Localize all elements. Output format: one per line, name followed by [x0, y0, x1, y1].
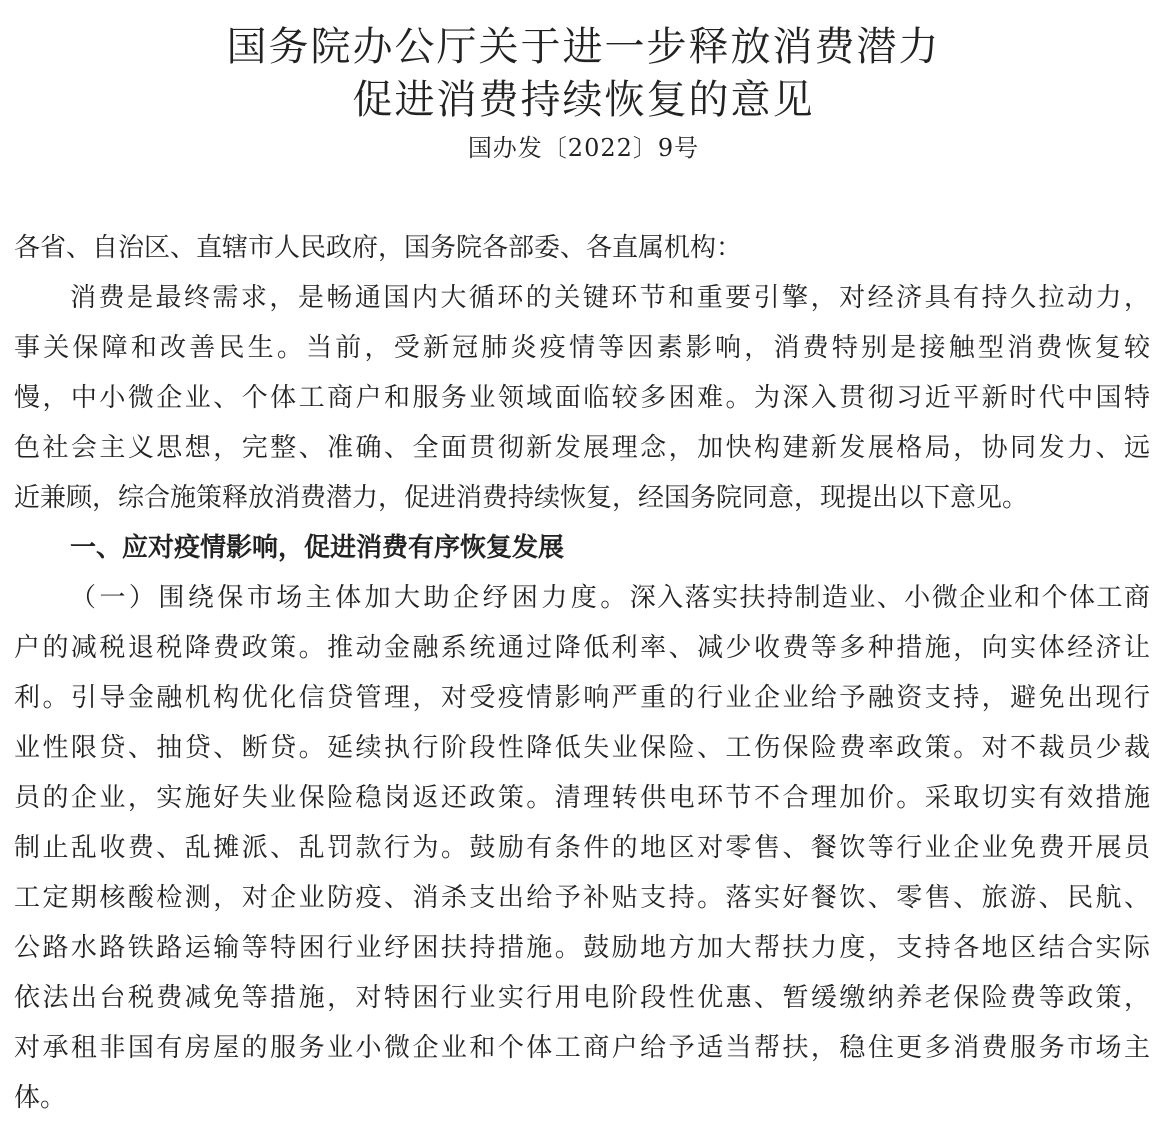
paragraph-line: 户的减税退税降费政策。推动金融系统通过降低利率、减少收费等多种措施，向实体经济让 — [14, 633, 1150, 663]
paragraph-1 — [14, 273, 1150, 523]
paragraph-line: 事关保障和改善民生。当前，受新冠肺炎疫情等因素影响，消费特别是接触型消费恢复较 — [14, 333, 1150, 363]
paragraph-line: 工定期核酸检测，对企业防疫、消杀支出给予补贴支持。落实好餐饮、零售、旅游、民航、 — [14, 883, 1150, 913]
document-number: 国办发〔2022〕9号 — [467, 134, 700, 162]
paragraph-line — [14, 573, 1150, 623]
paragraph-line: 公路水路铁路运输等特困行业纾困扶持措施。鼓励地方加大帮扶力度，支持各地区结合实际 — [14, 933, 1150, 963]
paragraph-line: 制止乱收费、乱摊派、乱罚款行为。鼓励有条件的地区对零售、餐饮等行业企业免费开展员 — [14, 833, 1150, 863]
paragraph-line: 对承租非国有房屋的服务业小微企业和个体工商户给予适当帮扶，稳住更多消费服务市场主 — [14, 1033, 1150, 1063]
paragraph-line: 利。引导金融机构优化信贷管理，对受疫情影响严重的行业企业给予融资支持，避免出现行 — [14, 683, 1150, 713]
paragraph-line: 近兼顾，综合施策释放消费潜力，促进消费持续恢复，经国务院同意，现提出以下意见。 — [14, 483, 1029, 513]
paragraph-line: 体。 — [14, 1083, 67, 1113]
subsection-lead: （一）围绕保市场主体加大助企纾困力度。 — [70, 583, 630, 613]
paragraph-line: 业性限贷、抽贷、断贷。延续执行阶段性降低失业保险、工伤保险费率政策。对不裁员少裁 — [14, 733, 1150, 763]
paragraph-line: 色社会主义思想，完整、准确、全面贯彻新发展理念，加快构建新发展格局，协同发力、远 — [14, 433, 1150, 463]
salutation: 各省、自治区、直辖市人民政府，国务院各部委、各直属机构： — [14, 233, 743, 263]
document-title — [0, 21, 1167, 127]
paragraph-line-text: 深入落实扶持制造业、小微企业和个体工商 — [629, 583, 1150, 613]
title-line-1: 国务院办公厅关于进一步释放消费潜力 — [226, 24, 941, 70]
section-heading: 一、应对疫情影响，促进消费有序恢复发展 — [70, 533, 565, 563]
paragraph-2 — [14, 573, 1150, 1123]
paragraph-line: 依法出台税费减免等措施，对特困行业实行用电阶段性优惠、暂缓缴纳养老保险费等政策， — [14, 983, 1150, 1013]
paragraph-line: 员的企业，实施好失业保险稳岗返还政策。清理转供电环节不合理加价。采取切实有效措施 — [14, 783, 1150, 813]
paragraph-line: 慢，中小微企业、个体工商户和服务业领域面临较多困难。为深入贯彻习近平新时代中国特 — [14, 383, 1150, 413]
paragraph-line: 消费是最终需求，是畅通国内大循环的关键环节和重要引擎，对经济具有持久拉动力， — [70, 283, 1150, 313]
document-body — [14, 223, 1150, 1123]
title-line-2: 促进消费持续恢复的意见 — [352, 77, 815, 123]
